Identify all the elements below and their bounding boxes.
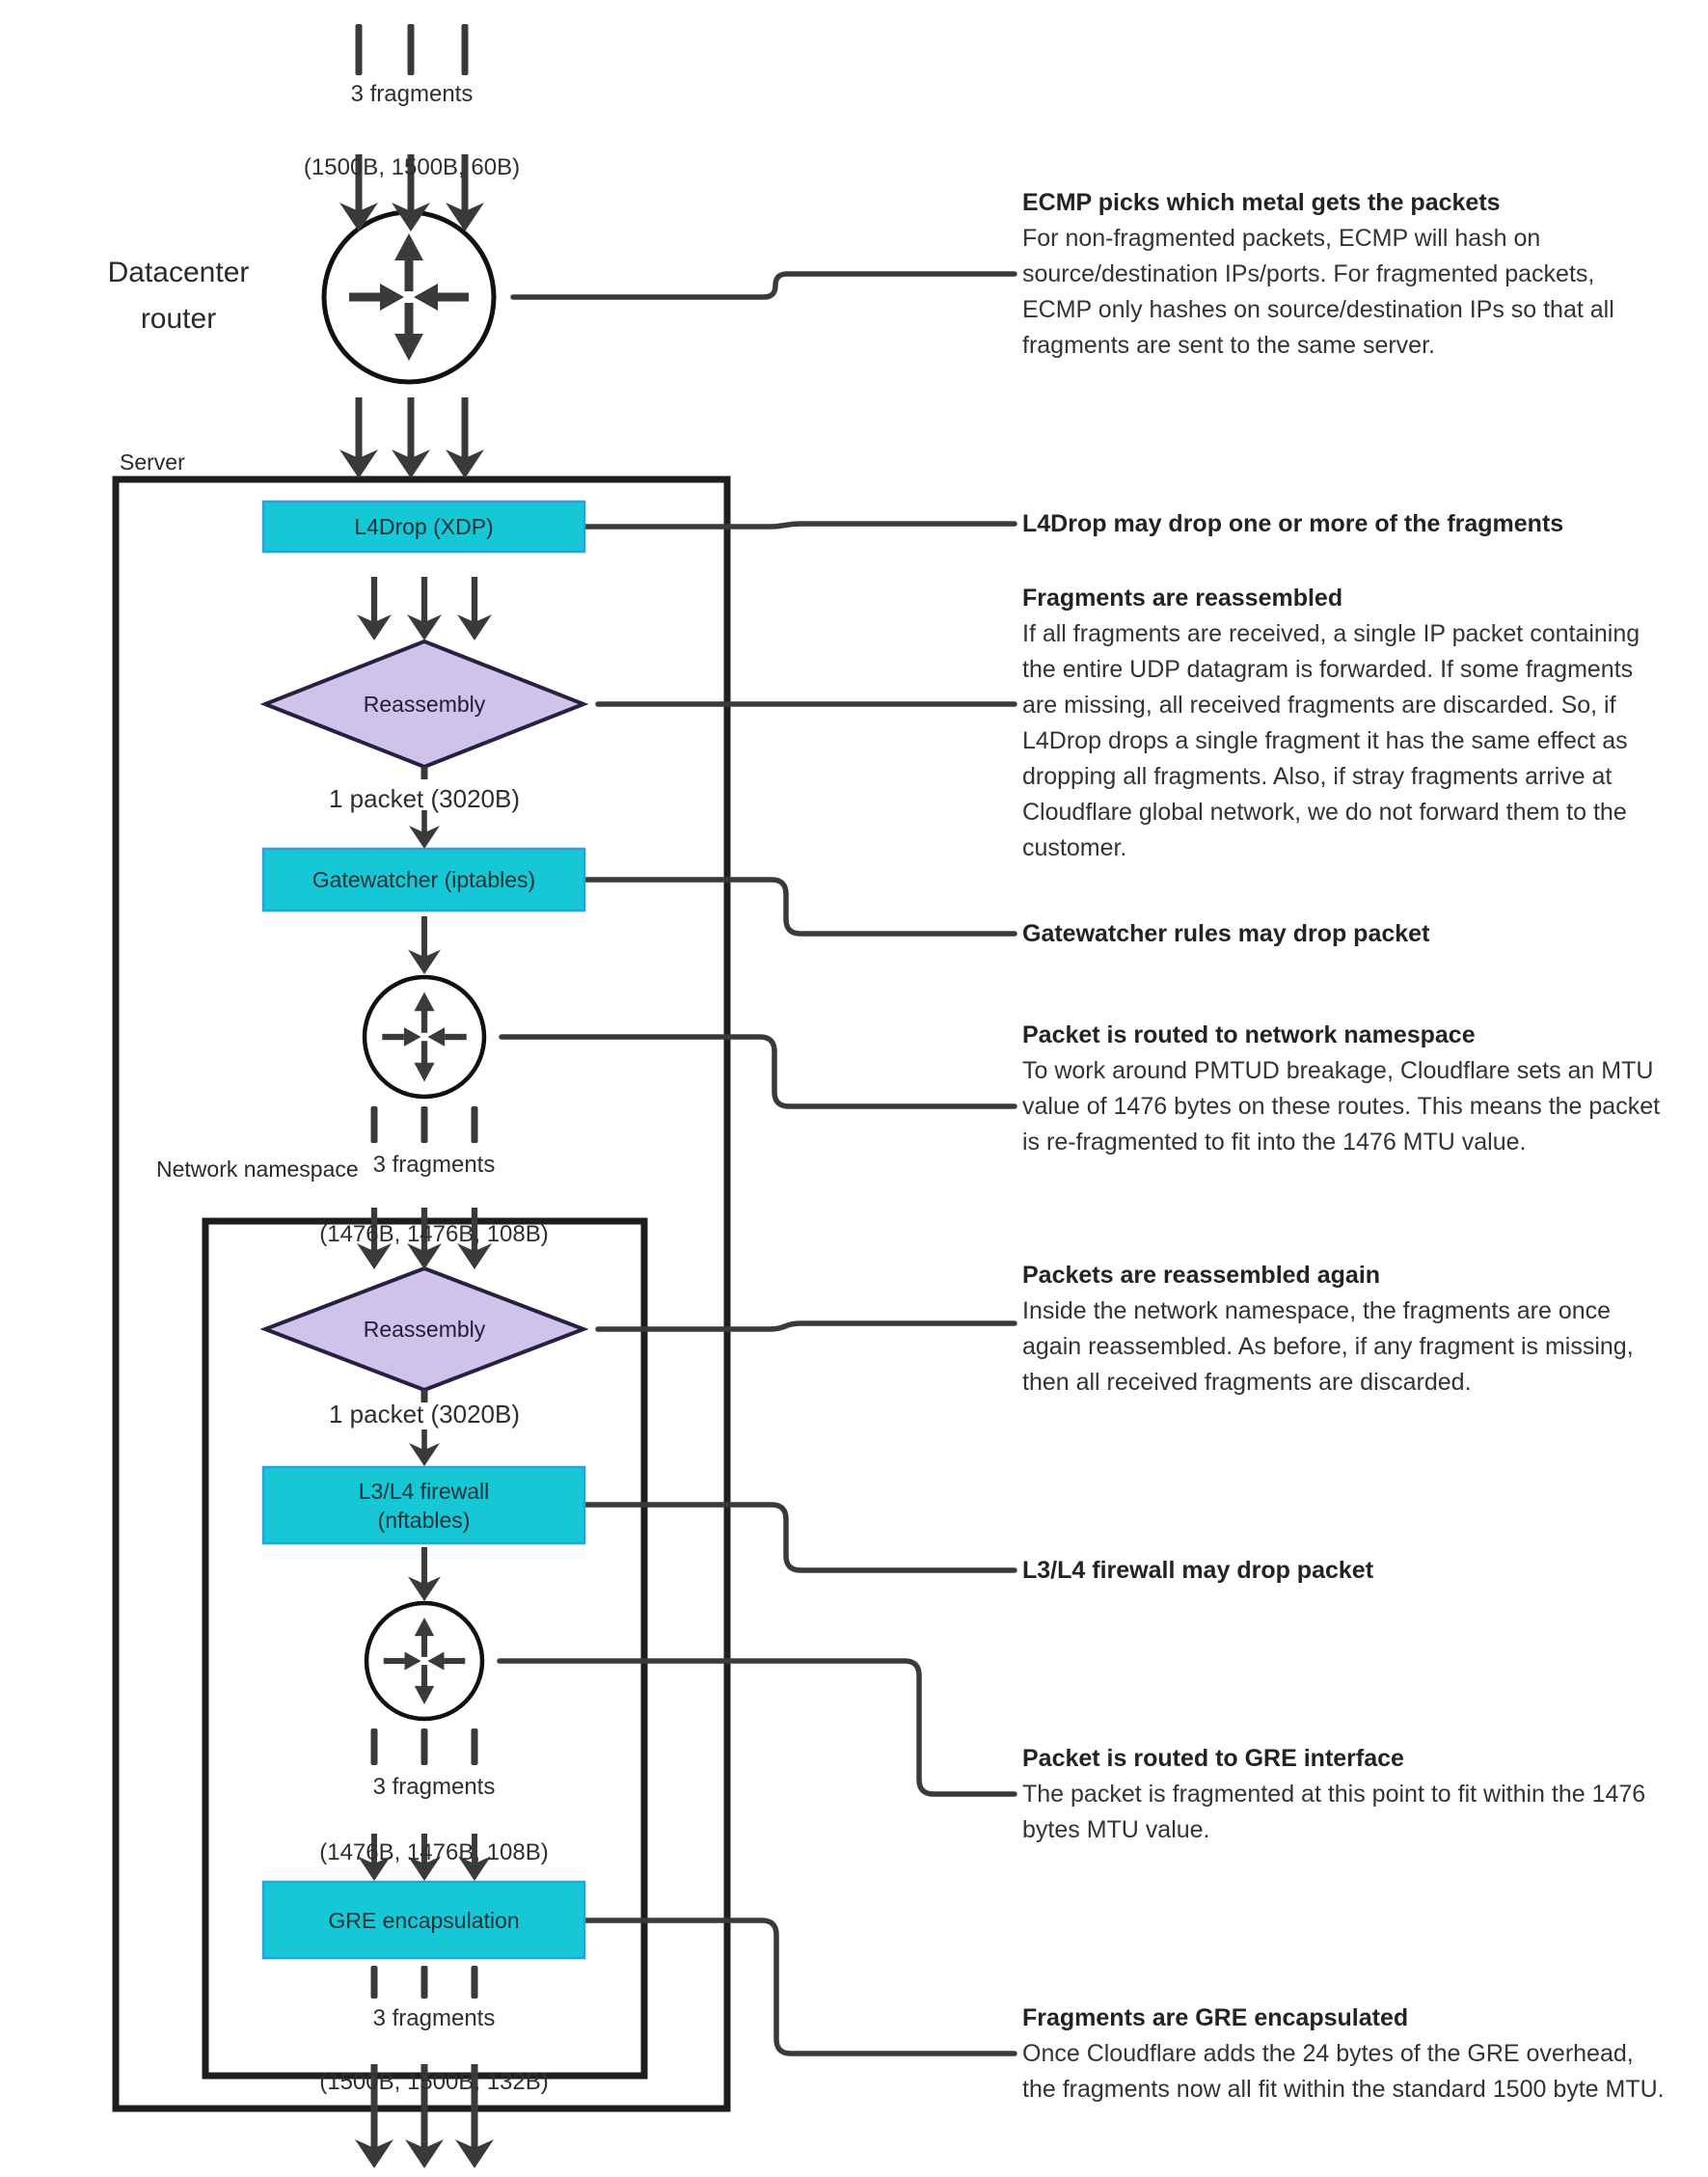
annotation-reassembly [1022,580,1670,866]
l4drop-box-label: L4Drop (XDP) [354,514,494,539]
firewall-label-line2: (nftables) [377,1507,471,1533]
annotation-body: To work around PMTUD breakage, Cloudflare sets an MTU value of 1476 bytes on these routes. This means the packet is re-fragmented to fit into the 1476 MTU value. [1022,1057,1661,1156]
server-label: Server [120,449,185,475]
firewall-label-line1: L3/L4 firewall [358,1478,490,1504]
fragment-ticks-top [356,24,469,75]
annotation-heading: L3/L4 firewall may drop packet [1022,1557,1374,1584]
gatewatcher-box-label: Gatewatcher (iptables) [312,867,536,892]
annotation-firewall-drop [1022,1552,1670,1589]
gre-fragments-sizes: (1476B, 1476B, 108B) [319,1839,549,1865]
connector-ecmp [513,274,1015,297]
bottom-fragments-label [231,2002,637,2098]
connector-gatewatcher [584,880,1015,934]
annotation-heading: ECMP picks which metal gets the packets [1022,189,1501,216]
top-fragments-sizes: (1500B, 1500B, 60B) [303,154,521,180]
annotation-gre-route [1022,1740,1670,1848]
annotation-heading: Packets are reassembled again [1022,1262,1381,1289]
annotation-gatewatcher-drop [1022,915,1670,952]
annotation-body: The packet is fragmented at this point to fit within the 1476 bytes MTU value. [1022,1781,1646,1843]
annotation-gre-encap [1022,2000,1670,2108]
annotation-body: If all fragments are received, a single IP packet containing the entire UDP datagram is forwarded. If some fragments are missing, all received fragments are discarded. So, if L4Drop drops a single fragment it has the same effect as dropping all fragments. Also, if stray fragments arrive at Cloudflare global network, we do not forward them to the customer. [1022,620,1640,861]
connector-gre-encap [584,1920,1015,2054]
mid-fragments-sizes: (1476B, 1476B, 108B) [319,1221,549,1247]
connector-reassembly-2 [598,1323,1015,1329]
fragment-ticks-mid [371,1106,478,1143]
connector-netns-route [502,1037,1015,1106]
arrow-packet-to-firewall [409,1429,440,1466]
bottom-fragments-count: 3 fragments [372,2005,496,2031]
mid-fragments-count: 3 fragments [372,1152,496,1178]
reassembly-diamond-label-2: Reassembly [363,1316,486,1342]
annotation-body: For non-fragmented packets, ECMP will hash on source/destination IPs/ports. For fragmented packets, ECMP only hashes on source/destination IPs so that all fragments are sent to the same server. [1022,225,1614,359]
fragment-ticks-bottom [371,1966,478,1999]
annotation-netns-route [1022,1017,1670,1160]
flow-arrows-into-server [339,397,484,478]
gre-fragments-label [231,1771,637,1869]
connector-firewall [584,1505,1015,1570]
annotation-heading: Packet is routed to GRE interface [1022,1745,1404,1772]
annotation-reassembly-again [1022,1257,1670,1401]
annotation-heading: Gatewatcher rules may drop packet [1022,920,1430,947]
reassembly-diamond-label-1: Reassembly [363,691,486,717]
bottom-fragments-sizes: (1500B, 1500B, 132B) [319,2069,549,2095]
annotation-l4drop-drop [1022,505,1670,542]
datacenter-router-icon [324,212,494,382]
annotation-ecmp [1022,184,1670,364]
connector-l4drop [584,524,1015,527]
arrow-gatewatcher-to-router [408,916,441,974]
top-fragments-label [209,76,614,186]
annotation-body: Inside the network namespace, the fragments are once again reassembled. As before, if any fragment is missing, then all received fragments are discarded. [1022,1297,1634,1396]
arrow-firewall-to-router [408,1547,441,1601]
top-fragments-count: 3 fragments [350,81,474,107]
arrow-packet-to-gatewatcher [409,810,440,849]
namespace-router-icon [365,977,484,1097]
packet-size-label-2: 1 packet (3020B) [328,1400,520,1429]
annotation-heading: Fragments are reassembled [1022,585,1343,612]
annotation-heading: Fragments are GRE encapsulated [1022,2004,1409,2031]
flow-arrows-into-reassembly [357,577,492,640]
annotation-heading: L4Drop may drop one or more of the fragments [1022,510,1564,537]
firewall-box-label [263,1467,584,1543]
packet-size-label-1: 1 packet (3020B) [328,784,520,813]
gre-fragments-count: 3 fragments [372,1774,496,1800]
gre-router-icon [366,1603,482,1719]
annotation-body: Once Cloudflare adds the 24 bytes of the GRE overhead, the fragments now all fit within the standard 1500 byte MTU. [1022,2040,1665,2103]
gre-box-label: GRE encapsulation [328,1907,520,1933]
fragment-ticks-low [371,1728,478,1765]
network-namespace-label: Network namespace [156,1157,359,1182]
datacenter-router-label: Datacenter router [107,257,250,335]
annotation-heading: Packet is routed to network namespace [1022,1021,1476,1048]
